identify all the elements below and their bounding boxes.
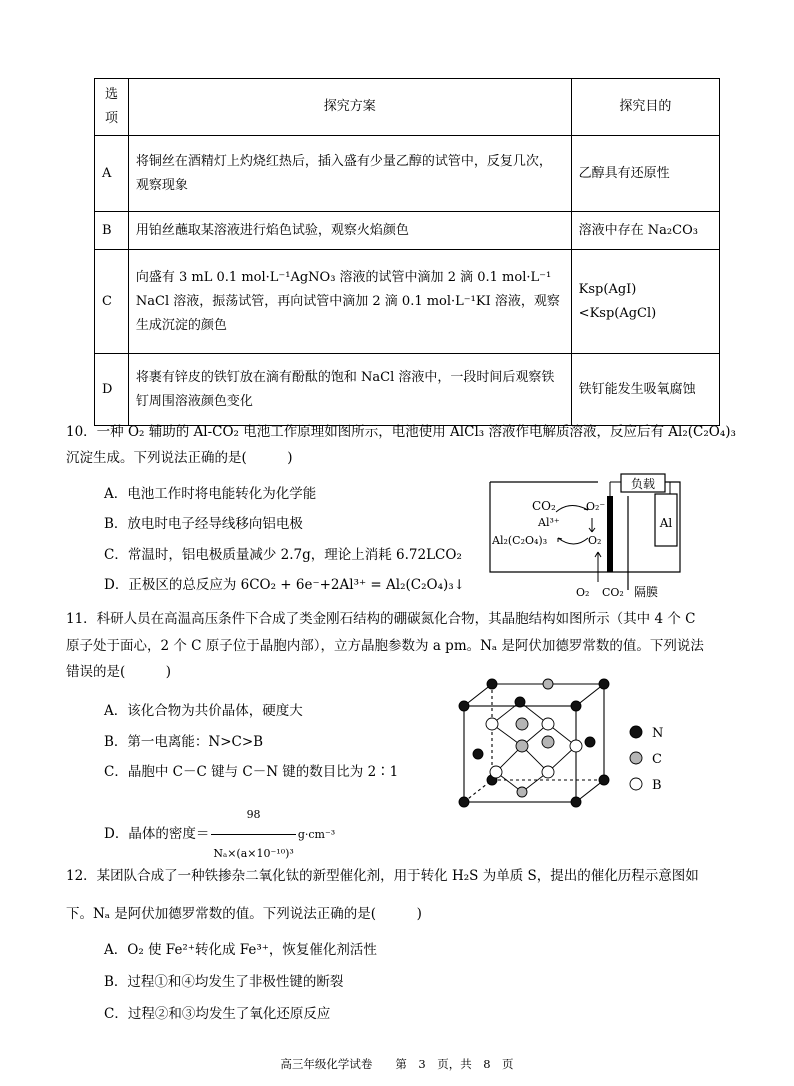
- q10-option-d: D．正极区的总反应为 6CO₂ + 6e⁻+2Al³⁺ = Al₂(C₂O₄)₃↓: [104, 577, 465, 593]
- battery-diagram: [488, 472, 688, 606]
- table-row: [95, 136, 720, 212]
- o2-label: O₂: [588, 534, 602, 547]
- table-row: [95, 250, 720, 354]
- density-numerator: 98: [211, 796, 295, 835]
- q12-stem-line2: 下。Nₐ 是阿伏加德罗常数的值。下列说法正确的是( ): [66, 906, 422, 922]
- q11-stem-line3: 错误的是( ): [66, 664, 172, 680]
- q12-option-b: B．过程①和④均发生了非极性键的断裂: [104, 974, 344, 990]
- q11-option-d-prefix: D．晶体的密度＝: [104, 826, 210, 842]
- q11-option-d: [104, 796, 335, 873]
- crystal-cell-diagram: [456, 676, 696, 808]
- q10-option-c: C．常温时，铝电极质量减少 2.7g，理论上消耗 6.72LCO₂: [104, 547, 462, 563]
- row-purpose: 溶液中存在 Na₂CO₃: [571, 212, 719, 250]
- q12-option-a: A．O₂ 使 Fe²⁺转化成 Fe³⁺，恢复催化剂活性: [104, 942, 377, 958]
- legend-n-marker: [630, 726, 642, 738]
- row-option: A: [95, 136, 129, 212]
- load-label: 负载: [630, 477, 656, 491]
- product-label: Al₂(C₂O₄)₃: [492, 534, 548, 547]
- q11-option-a: A．该化合物为共价晶体，硬度大: [104, 703, 303, 719]
- legend-c-marker: [630, 752, 642, 764]
- q11-stem-line2: 原子处于面心，2 个 C 原子位于晶胞内部），立方晶胞参数为 a pm。Nₐ 是阿伏加德罗常数的值。下列说法: [66, 638, 704, 654]
- legend-b-marker: [630, 778, 642, 790]
- header-plan: 探究方案: [128, 79, 571, 136]
- row-purpose: Ksp(AgI)<Ksp(AgCl): [571, 250, 719, 354]
- row-plan: 将裹有锌皮的铁钉放在滴有酚酞的饱和 NaCl 溶液中，一段时间后观察铁钉周围溶液颜色变化: [128, 354, 571, 426]
- q10-option-b: B．放电时电子经导线移向铝电极: [104, 516, 303, 532]
- co2-label: CO₂: [532, 499, 556, 513]
- legend-b-label: B: [652, 778, 662, 793]
- row-option: C: [95, 250, 129, 354]
- al3-label: Al³⁺: [538, 516, 560, 529]
- page-footer: 高三年级化学试卷 第 3 页，共 8 页: [280, 1057, 514, 1071]
- density-unit: g·cm⁻³: [297, 828, 336, 841]
- q10-option-a: A．电池工作时将电能转化为化学能: [104, 486, 317, 502]
- q12-option-c: C．过程②和③均发生了氧化还原反应: [104, 1006, 331, 1022]
- q12-stem-line1: 12．某团队合成了一种铁掺杂二氧化钛的新型催化剂，用于转化 H₂S 为单质 S，提出的催化历程示意图如: [66, 868, 699, 884]
- row-option: D: [95, 354, 129, 426]
- q10-stem-line1: 10．一种 O₂ 辅助的 Al-CO₂ 电池工作原理如图所示，电池使用 AlCl₃ 溶液作电解质溶液，反应后有 Al₂(C₂O₄)₃: [66, 424, 736, 440]
- table-header-row: [95, 79, 720, 136]
- row-purpose: 铁钉能发生吸氧腐蚀: [571, 354, 719, 426]
- bottom-co2-label: CO₂: [602, 586, 624, 599]
- membrane-label: 隔膜: [634, 585, 659, 599]
- al-electrode-label: Al: [659, 516, 673, 530]
- experiment-table: [94, 78, 720, 426]
- bottom-o2-label: O₂: [576, 586, 590, 599]
- q11-option-c: C．晶胞中 C－C 键与 C－N 键的数目比为 2∶1: [104, 764, 399, 780]
- header-purpose: 探究目的: [571, 79, 719, 136]
- row-plan: 向盛有 3 mL 0.1 mol·L⁻¹AgNO₃ 溶液的试管中滴加 2 滴 0.1 mol·L⁻¹ NaCl 溶液，振荡试管，再向试管中滴加 2 滴 0.1 mol·L⁻¹KI 溶液，观察生成沉淀的颜色: [128, 250, 571, 354]
- legend-c-label: C: [652, 752, 662, 767]
- table-row: [95, 354, 720, 426]
- table-row: [95, 212, 720, 250]
- o2-minus-label: O₂⁻: [586, 500, 606, 513]
- legend-n-label: N: [652, 726, 664, 741]
- q10-stem-line2: 沉淀生成。下列说法正确的是( ): [66, 450, 293, 466]
- q11-option-b: B．第一电离能：N>C>B: [104, 734, 264, 750]
- row-purpose: 乙醇具有还原性: [571, 136, 719, 212]
- q11-stem-line1: 11．科研人员在高温高压条件下合成了类金刚石结构的硼碳氮化合物，其晶胞结构如图所示（其中 4 个 C: [66, 611, 696, 627]
- row-plan: 将铜丝在酒精灯上灼烧红热后，插入盛有少量乙醇的试管中，反复几次，观察现象: [128, 136, 571, 212]
- row-plan: 用铂丝蘸取某溶液进行焰色试验，观察火焰颜色: [128, 212, 571, 250]
- density-fraction: [211, 796, 295, 873]
- header-option: 选项: [95, 79, 129, 136]
- density-denominator: Nₐ×(a×10⁻¹⁰)³: [213, 847, 294, 860]
- row-option: B: [95, 212, 129, 250]
